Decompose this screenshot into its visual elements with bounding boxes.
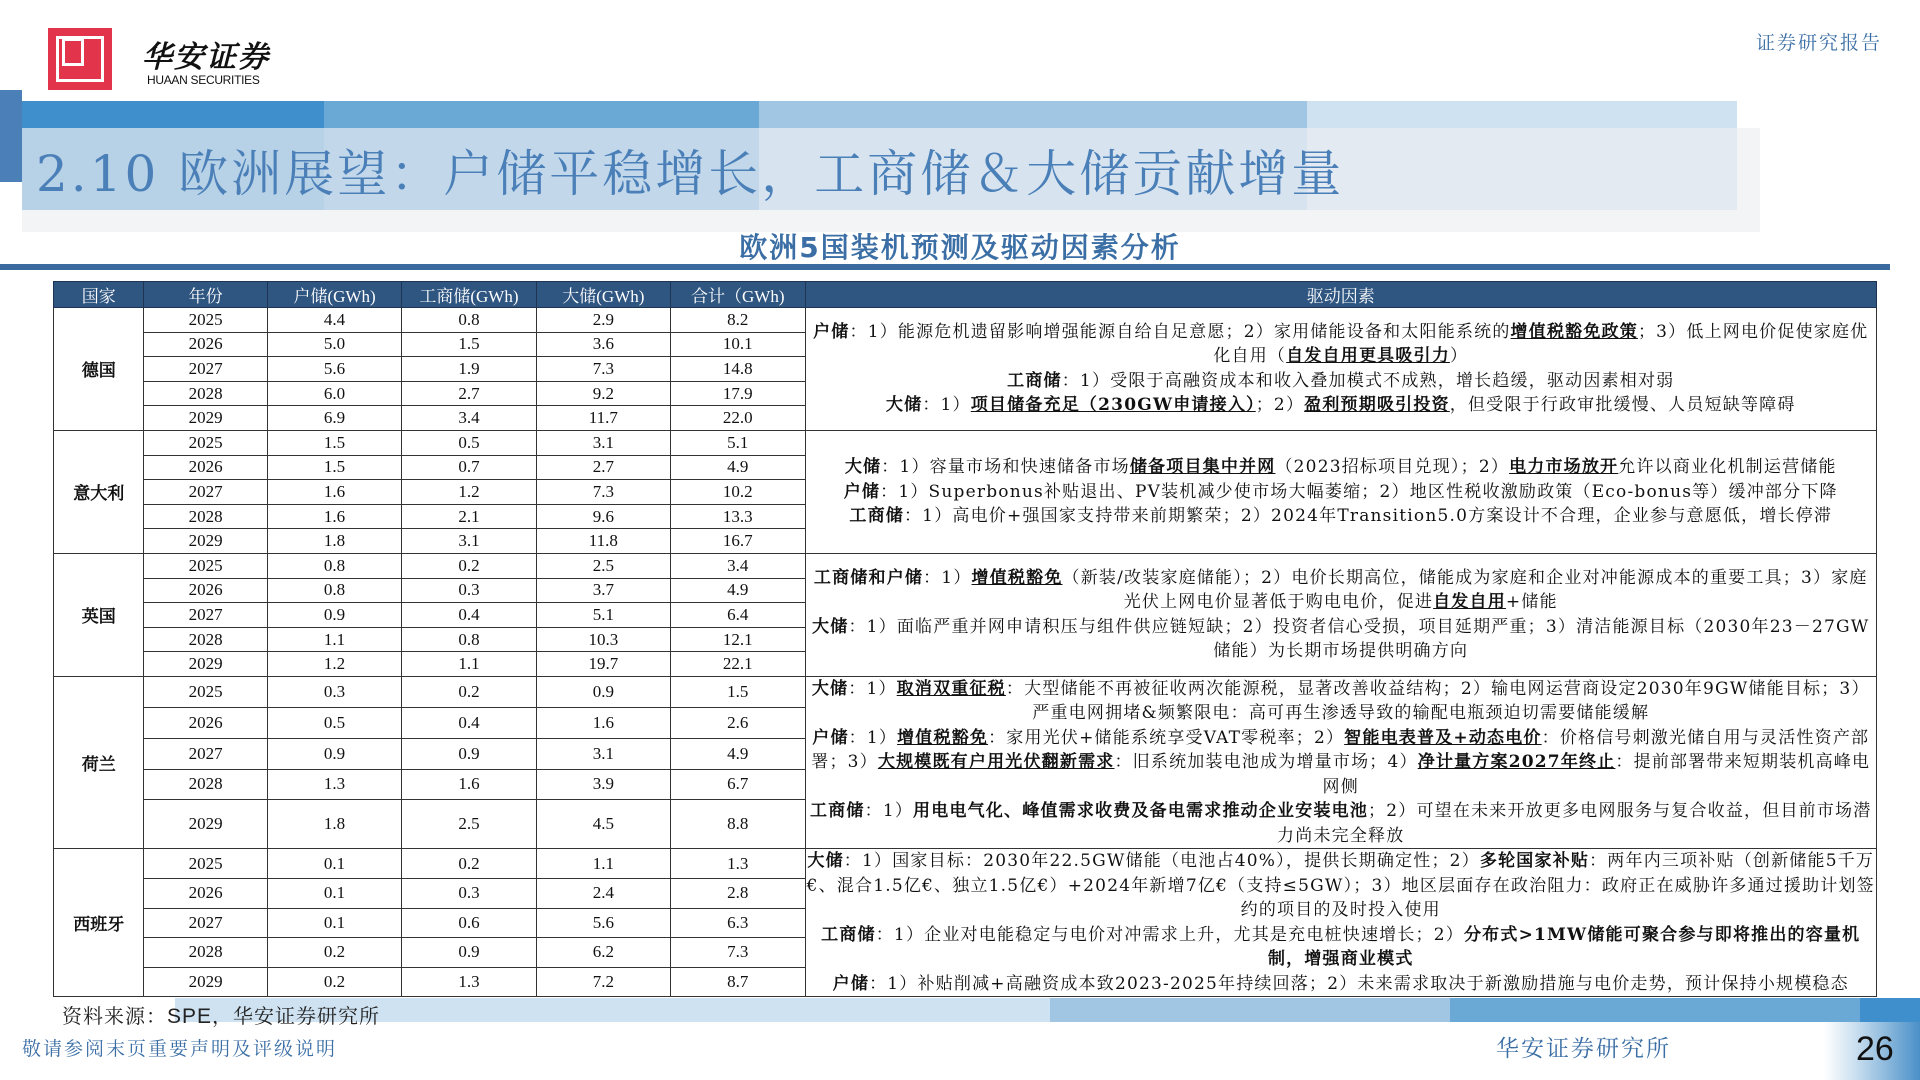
cell-value: 6.7 — [671, 769, 805, 800]
country-netherlands: 荷兰 — [54, 676, 144, 849]
driver-label: 工商储 — [1007, 370, 1062, 391]
driver-item — [806, 320, 1877, 369]
driver-label: 户储 — [813, 321, 850, 342]
driver-label: 大储 — [844, 457, 882, 478]
driver-text: ；2） — [1255, 395, 1305, 416]
header-drivers: 驱动因素 — [805, 282, 1877, 308]
cell-value: 1.9 — [402, 357, 536, 382]
driver-item — [806, 369, 1877, 394]
cell-value: 0.2 — [267, 938, 401, 968]
table-header-row — [54, 282, 1877, 308]
cell-value: 0.8 — [267, 553, 401, 578]
driver-item — [806, 504, 1877, 529]
cell-year: 2026 — [144, 707, 267, 738]
country-italy: 意大利 — [54, 430, 144, 553]
cell-value: 10.2 — [671, 480, 805, 505]
driver-text: ；3）低上网电价促使家庭优化自用（ — [1213, 321, 1869, 367]
driver-text: ：提前部署带来短期装机高峰电网侧 — [1322, 752, 1871, 797]
cell-value: 0.9 — [536, 676, 670, 707]
cell-year: 2027 — [144, 480, 267, 505]
driver-text: ：1） — [922, 395, 971, 416]
driver-text: ，但受限于行政审批缓慢、人员短缺等障碍 — [1449, 395, 1796, 416]
driver-emphasis: 项目储备充足（230GW申请接入） — [970, 395, 1256, 416]
cell-value: 14.8 — [671, 357, 805, 382]
title-band — [22, 101, 324, 128]
cell-value: 1.5 — [267, 430, 401, 455]
data-source — [62, 1000, 380, 1029]
cell-value: 0.2 — [267, 967, 401, 997]
cell-value: 4.4 — [267, 308, 401, 333]
driver-text: （2023招标项目兑现）；2） — [1275, 457, 1510, 478]
cell-value: 0.8 — [402, 627, 536, 652]
cell-value: 0.6 — [402, 908, 536, 938]
cell-value: 1.3 — [671, 849, 805, 879]
cell-value: 0.8 — [267, 578, 401, 603]
cell-value: 5.1 — [671, 430, 805, 455]
page-number: 26 — [1856, 1030, 1894, 1068]
driver-label: 工商储 — [821, 924, 876, 945]
driver-label: 工商储和户储 — [813, 567, 924, 588]
cell-value: 0.2 — [402, 676, 536, 707]
footer-band — [615, 998, 1050, 1022]
cell-year: 2027 — [144, 603, 267, 628]
driver-emphasis: 分布式>1MW储能可聚合参与即将推出的容量机制，增强商业模式 — [1267, 924, 1861, 970]
cell-value: 1.6 — [536, 707, 670, 738]
header-country: 国家 — [54, 282, 144, 308]
cell-value: 10.3 — [536, 627, 670, 652]
driver-emphasis: 取消双重征税 — [896, 678, 1006, 699]
cell-value: 1.1 — [536, 849, 670, 879]
cell-year: 2025 — [144, 430, 267, 455]
driver-label: 大储 — [885, 395, 923, 416]
cell-value: 1.2 — [402, 480, 536, 505]
logo-chinese-name: 华安证券 — [142, 40, 270, 75]
cell-value: 9.6 — [536, 504, 670, 529]
driver-text: ） — [1449, 346, 1469, 367]
cell-value: 0.1 — [267, 879, 401, 909]
cell-value: 2.5 — [536, 553, 670, 578]
driver-emphasis: 电力市场放开 — [1509, 457, 1619, 478]
cell-value: 2.7 — [536, 455, 670, 480]
driver-item — [806, 455, 1877, 480]
cell-value: 1.6 — [267, 480, 401, 505]
source-spe: SPE — [167, 1005, 213, 1028]
cell-value: 1.8 — [267, 800, 401, 849]
driver-label: 工商储 — [810, 801, 865, 822]
cell-value: 1.8 — [267, 529, 401, 554]
driver-text: ：大型储能不再被征收两次能源税，显著改善收益结构；2）输电网运营商设定2030年9GW储能目标；3）严重电网拥堵&频繁限电：高可再生渗透导致的输配电瓶颈迫切需要储能缓解 — [1005, 678, 1870, 724]
driver-emphasis: 智能电表普及+动态电价 — [1344, 727, 1542, 748]
huaan-logo-icon — [48, 28, 112, 90]
caption-divider — [0, 264, 1890, 270]
driver-text: ；2）可望在未来开放更多电网服务与复合收益，但目前市场潜力尚未完全释放 — [1277, 801, 1872, 846]
title-band-accent — [0, 90, 22, 182]
cell-value: 0.1 — [267, 849, 401, 879]
table-row — [54, 676, 1877, 707]
cell-year: 2028 — [144, 938, 267, 968]
cell-value: 22.1 — [671, 652, 805, 677]
cell-year: 2027 — [144, 738, 267, 769]
driver-emphasis: 大规模既有户用光伏翻新需求 — [877, 752, 1115, 773]
cell-value: 0.3 — [267, 676, 401, 707]
cell-value: 12.1 — [671, 627, 805, 652]
driver-emphasis: 增值税豁免政策 — [1510, 321, 1638, 342]
cell-value: 0.3 — [402, 879, 536, 909]
cell-year: 2029 — [144, 800, 267, 849]
title-band — [1307, 128, 1737, 210]
driver-emphasis: 用电电气化、峰值需求收费及备电需求推动企业安装电池 — [913, 801, 1369, 822]
table-row — [54, 849, 1877, 879]
cell-value: 19.7 — [536, 652, 670, 677]
cell-value: 1.6 — [267, 504, 401, 529]
cell-value: 8.2 — [671, 308, 805, 333]
driver-text: ：1） — [864, 801, 914, 822]
cell-value: 0.4 — [402, 707, 536, 738]
cell-year: 2026 — [144, 332, 267, 357]
driver-text: ：价格信号刺激光储自用与灵活性资产部署；3） — [811, 727, 1870, 773]
cell-value: 22.0 — [671, 406, 805, 431]
cell-year: 2029 — [144, 529, 267, 554]
cell-value: 2.9 — [536, 308, 670, 333]
driver-item — [806, 726, 1877, 800]
cell-year: 2026 — [144, 455, 267, 480]
driver-text: ：1） — [848, 678, 897, 699]
driver-text: （新装/改装家庭储能）；2）电价长期高位，储能成为家庭和企业对冲能源成本的重要工具；3）家庭光伏上网电价显著低于购电电价，促进 — [1062, 567, 1868, 613]
cell-value: 8.8 — [671, 800, 805, 849]
cell-value: 8.7 — [671, 967, 805, 997]
drivers-italy — [805, 430, 1877, 553]
cell-value: 3.9 — [536, 769, 670, 800]
driver-text: ：1）企业对电能稳定与电价对冲需求上升，尤其是充电桩快速增长；2） — [875, 924, 1464, 945]
cell-value: 5.6 — [536, 908, 670, 938]
cell-value: 1.5 — [267, 455, 401, 480]
cell-value: 5.6 — [267, 357, 401, 382]
cell-year: 2028 — [144, 504, 267, 529]
cell-value: 6.4 — [671, 603, 805, 628]
cell-year: 2026 — [144, 879, 267, 909]
source-rest: ，华安证券研究所 — [212, 1004, 381, 1028]
table-caption: 欧洲5国装机预测及驱动因素分析 — [739, 231, 1181, 264]
driver-label: 户储 — [812, 727, 849, 748]
driver-text: ：两年内三项补贴（创新储能5千万€、混合1.5亿€、独立1.5亿€）+2024年新增7亿€（支持≤5GW）；3）地区层面存在政治阻力：政府正在威胁许多通过援助计划签约的项目的及时投入使用 — [806, 851, 1875, 921]
cell-value: 11.7 — [536, 406, 670, 431]
cell-value: 0.1 — [267, 908, 401, 938]
cell-value: 5.1 — [536, 603, 670, 628]
cell-year: 2029 — [144, 967, 267, 997]
title-band — [1307, 101, 1737, 128]
cell-value: 2.8 — [671, 879, 805, 909]
cell-value: 6.9 — [267, 406, 401, 431]
cell-value: 2.1 — [402, 504, 536, 529]
cell-value: 2.5 — [402, 800, 536, 849]
header-total: 合计（GWh) — [671, 282, 805, 308]
cell-value: 1.6 — [402, 769, 536, 800]
driver-emphasis: 自发自用 — [1433, 592, 1506, 613]
cell-value: 0.2 — [402, 849, 536, 879]
cell-value: 10.1 — [671, 332, 805, 357]
cell-value: 0.5 — [267, 707, 401, 738]
driver-item — [806, 480, 1877, 505]
disclaimer-text: 敬请参阅末页重要声明及评级说明 — [22, 1038, 338, 1060]
cell-value: 2.4 — [536, 879, 670, 909]
cell-value: 6.3 — [671, 908, 805, 938]
cell-value: 3.7 — [536, 578, 670, 603]
cell-value: 4.9 — [671, 455, 805, 480]
cell-value: 3.4 — [671, 553, 805, 578]
driver-item — [806, 615, 1877, 664]
cell-value: 9.2 — [536, 381, 670, 406]
cell-value: 0.5 — [402, 430, 536, 455]
driver-item — [806, 923, 1877, 972]
cell-value: 1.3 — [402, 967, 536, 997]
footer-band — [1050, 998, 1450, 1022]
driver-label: 大储 — [807, 851, 844, 872]
driver-item — [806, 849, 1877, 923]
cell-value: 3.1 — [536, 430, 670, 455]
drivers-uk — [805, 553, 1877, 676]
cell-year: 2029 — [144, 406, 267, 431]
cell-value: 0.4 — [402, 603, 536, 628]
cell-value: 1.1 — [267, 627, 401, 652]
cell-value: 1.2 — [267, 652, 401, 677]
europe-forecast-table — [53, 281, 1877, 997]
cell-value: 3.1 — [536, 738, 670, 769]
cell-value: 7.3 — [671, 938, 805, 968]
driver-text: ：家用光伏+储能系统享受VAT零税率；2） — [988, 727, 1345, 748]
cell-value: 0.2 — [402, 553, 536, 578]
cell-year: 2029 — [144, 652, 267, 677]
driver-emphasis: 储备项目集中并网 — [1129, 457, 1276, 478]
cell-value: 5.0 — [267, 332, 401, 357]
driver-text: ：1）容量市场和快速储备市场 — [881, 457, 1130, 478]
cell-value: 7.3 — [536, 357, 670, 382]
driver-item — [806, 972, 1877, 997]
source-label: 资料来源： — [62, 1004, 167, 1028]
table-row — [54, 430, 1877, 455]
driver-item — [806, 393, 1877, 418]
cell-value: 13.3 — [671, 504, 805, 529]
cell-value: 4.9 — [671, 578, 805, 603]
cell-year: 2028 — [144, 627, 267, 652]
cell-year: 2025 — [144, 676, 267, 707]
cell-year: 2027 — [144, 357, 267, 382]
cell-value: 3.1 — [402, 529, 536, 554]
title-band — [324, 101, 759, 128]
country-germany: 德国 — [54, 308, 144, 431]
country-uk: 英国 — [54, 553, 144, 676]
cell-value: 17.9 — [671, 381, 805, 406]
cell-value: 1.5 — [671, 676, 805, 707]
cell-value: 0.9 — [267, 738, 401, 769]
driver-text: 允许以商业化机制运营储能 — [1618, 457, 1837, 478]
driver-label: 户储 — [843, 481, 881, 502]
cell-value: 0.7 — [402, 455, 536, 480]
footer-band — [1450, 998, 1860, 1022]
cell-value: 2.7 — [402, 381, 536, 406]
driver-text: ：1）高电价+强国家支持带来前期繁荣；2）2024年Transition5.0方案设计不合理，企业参与意愿低，增长停滞 — [903, 506, 1833, 527]
cell-value: 3.4 — [402, 406, 536, 431]
table-row — [54, 308, 1877, 333]
header-utility: 大储(GWh) — [536, 282, 670, 308]
driver-text: ：1）国家目标：2030年22.5GW储能（电池占40%），提供长期确定性；2） — [843, 851, 1480, 872]
cell-value: 1.1 — [402, 652, 536, 677]
driver-label: 大储 — [811, 678, 849, 699]
footer-band — [1860, 998, 1920, 1022]
driver-emphasis: 自发自用更具吸引力 — [1286, 346, 1450, 367]
title-band — [759, 101, 1307, 128]
cell-value: 6.2 — [536, 938, 670, 968]
driver-text: ：1）补贴削减+高融资成本致2023-2025年持续回落；2）未来需求取决于新激励措施与电价走势，预计保持小规模稳态 — [869, 973, 1849, 994]
cell-year: 2026 — [144, 578, 267, 603]
report-type-label: 证券研究报告 — [1755, 32, 1882, 54]
driver-emphasis: 增值税豁免 — [971, 567, 1063, 588]
driver-label: 户储 — [832, 973, 870, 994]
driver-text: ：1）面临严重并网申请积压与组件供应链短缺；2）投资者信心受损，项目延期严重；3）清洁能源目标（2030年23－27GW储能）为长期市场提供明确方向 — [848, 616, 1870, 662]
driver-text: ：1） — [923, 567, 972, 588]
cell-value: 7.2 — [536, 967, 670, 997]
driver-item — [806, 677, 1877, 726]
cell-value: 16.7 — [671, 529, 805, 554]
drivers-germany — [805, 308, 1877, 431]
driver-text: ：1）Superbonus补贴退出、PV装机减少使市场大幅萎缩；2）地区性税收激励政策（Eco-bonus等）缓冲部分下降 — [880, 481, 1838, 502]
cell-value: 4.9 — [671, 738, 805, 769]
cell-year: 2025 — [144, 308, 267, 333]
driver-item — [806, 566, 1877, 615]
table-row — [54, 553, 1877, 578]
driver-text: ：1）能源危机遗留影响增强能源自给自足意愿；2）家用储能设备和太阳能系统的 — [849, 321, 1511, 342]
driver-emphasis: 盈利预期吸引投资 — [1304, 395, 1450, 416]
driver-text: ：1） — [848, 727, 898, 748]
cell-value: 7.3 — [536, 480, 670, 505]
header-residential: 户储(GWh) — [267, 282, 401, 308]
header-year: 年份 — [144, 282, 267, 308]
driver-label: 工商储 — [849, 506, 904, 527]
cell-value: 3.6 — [536, 332, 670, 357]
header-ci: 工商储(GWh) — [402, 282, 536, 308]
logo-english-name: HUAAN SECURITIES — [147, 73, 260, 87]
cell-value: 1.3 — [267, 769, 401, 800]
cell-value: 0.8 — [402, 308, 536, 333]
cell-value: 0.9 — [402, 738, 536, 769]
country-spain: 西班牙 — [54, 849, 144, 997]
cell-year: 2028 — [144, 769, 267, 800]
cell-year: 2025 — [144, 849, 267, 879]
institute-name: 华安证券研究所 — [1496, 1036, 1671, 1062]
cell-value: 2.6 — [671, 707, 805, 738]
cell-value: 11.8 — [536, 529, 670, 554]
page-title: 2.10 欧洲展望：户储平稳增长，工商储＆大储贡献增量 — [36, 145, 1345, 203]
drivers-spain — [805, 849, 1877, 997]
cell-year: 2027 — [144, 908, 267, 938]
driver-label: 大储 — [812, 616, 849, 637]
cell-value: 0.9 — [402, 938, 536, 968]
cell-value: 1.5 — [402, 332, 536, 357]
driver-emphasis: 多轮国家补贴 — [1479, 851, 1590, 872]
driver-emphasis: 净计量方案2027年终止 — [1417, 752, 1616, 773]
cell-value: 6.0 — [267, 381, 401, 406]
driver-item — [806, 799, 1877, 848]
cell-value: 4.5 — [536, 800, 670, 849]
cell-year: 2028 — [144, 381, 267, 406]
driver-text: ：旧系统加装电池成为增量市场；4） — [1114, 752, 1418, 773]
drivers-netherlands — [805, 676, 1877, 849]
driver-text: ：1）受限于高融资成本和收入叠加模式不成熟，增长趋缓，驱动因素相对弱 — [1061, 370, 1675, 391]
cell-value: 0.3 — [402, 578, 536, 603]
cell-year: 2025 — [144, 553, 267, 578]
driver-text: +储能 — [1505, 592, 1558, 613]
driver-emphasis: 增值税豁免 — [897, 727, 989, 748]
cell-value: 0.9 — [267, 603, 401, 628]
